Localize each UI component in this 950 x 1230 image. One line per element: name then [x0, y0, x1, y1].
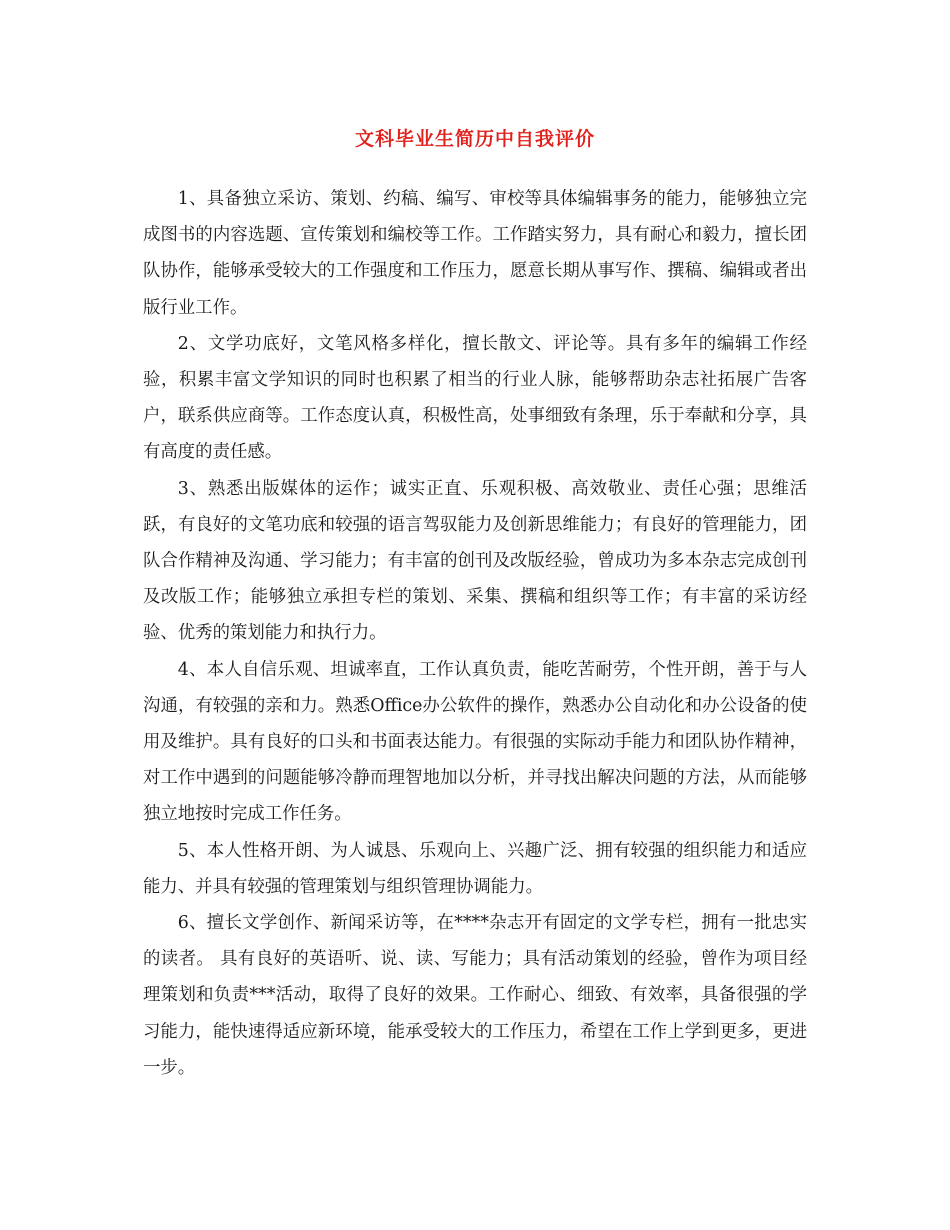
- document-body: [143, 181, 807, 1086]
- paragraph-2: 2、文学功底好，文笔风格多样化，擅长散文、评论等。具有多年的编辑工作经验，积累丰富文学知识的同时也积累了相当的行业人脉，能够帮助杂志社拓展广告客户，联系供应商等。工作态度认真，积极性高，处事细致有条理，乐于奉献和分享，具有高度的责任感。: [143, 333, 807, 463]
- paragraph-5: 5、本人性格开朗、为人诚恳、乐观向上、兴趣广泛、拥有较强的组织能力和适应能力、并具有较强的管理策划与组织管理协调能力。: [143, 840, 807, 897]
- paragraph-4: 4、本人自信乐观、坦诚率直，工作认真负责，能吃苦耐劳，个性开朗，善于与人沟通，有较强的亲和力。熟悉Office办公软件的操作，熟悉办公自动化和办公设备的使用及维护。具有良好的口头和书面表达能力。有很强的实际动手能力和团队协作精神，对工作中遇到的问题能够冷静而理智地加以分析，并寻找出解决问题的方法，从而能够独立地按时完成工作任务。: [143, 659, 807, 825]
- paragraph-6: 6、擅长文学创作、新闻采访等，在****杂志开有固定的文学专栏，拥有一批忠实的读者。 具有良好的英语听、说、读、写能力；具有活动策划的经验，曾作为项目经理策划和负责***活动，取得了良好的效果。工作耐心、细致、有效率，具备很强的学习能力，能快速得适应新环境，能承受较大的工作压力，希望在工作上学到更多，更进一步。: [143, 913, 807, 1078]
- paragraph-1: 1、具备独立采访、策划、约稿、编写、审校等具体编辑事务的能力，能够独立完成图书的内容选题、宣传策划和编校等工作。工作踏实努力，具有耐心和毅力，擅长团队协作，能够承受较大的工作强度和工作压力，愿意长期从事写作、撰稿、编辑或者出版行业工作。: [143, 189, 807, 318]
- paragraph-3: 3、熟悉出版媒体的运作；诚实正直、乐观积极、高效敬业、责任心强；思维活跃，有良好的文笔功底和较强的语言驾驭能力及创新思维能力；有良好的管理能力，团队合作精神及沟通、学习能力；有丰富的创刊及改版经验，曾成功为多本杂志完成创刊及改版工作；能够独立承担专栏的策划、采集、撰稿和组织等工作；有丰富的采访经验、优秀的策划能力和执行力。: [143, 478, 807, 644]
- document-title: 文科毕业生简历中自我评价: [354, 128, 595, 150]
